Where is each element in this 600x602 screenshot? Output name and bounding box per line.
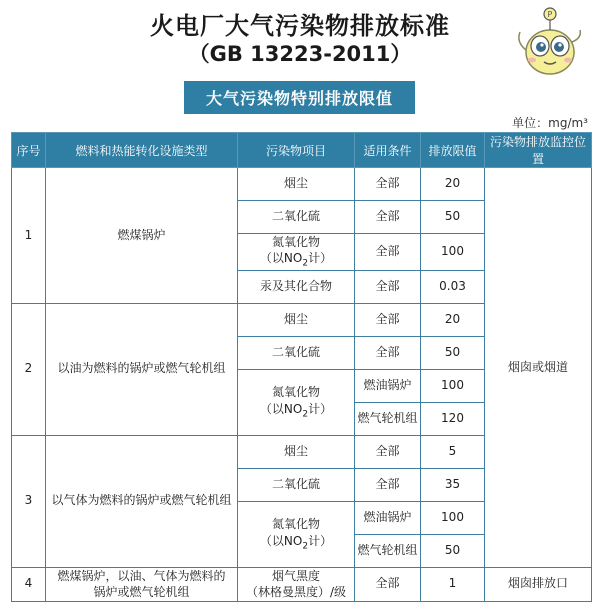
pollutant-line1: 氮氧化物 [271,235,320,249]
limit-value: 50 [421,534,485,567]
monitor-location: 烟囱或烟道 [485,168,592,568]
row-number: 1 [12,168,46,304]
pollutant-item: 二氧化硫 [238,336,355,369]
condition: 全部 [355,201,421,234]
pollutant-line2: （林格曼黑度）/级 [245,585,347,600]
row-number: 3 [12,435,46,567]
facility-line1: 燃煤锅炉，以油、气体为燃料的 [57,569,226,584]
pollutant-item [238,369,355,435]
limit-value: 100 [421,234,485,271]
pollutant-line1: 氮氧化物 [271,517,320,532]
table-row [12,168,592,201]
pollutant-item [238,567,355,601]
limit-value: 50 [421,336,485,369]
pollutant-line2-a: （以NO [259,251,303,266]
limit-value: 20 [421,168,485,201]
unit-label: 单位：mg/m³ [512,116,588,130]
header-monitor: 污染物排放监控位置 [485,133,592,168]
facility-type: 以油为燃料的锅炉或燃气轮机组 [46,303,238,435]
subscript: 2 [302,540,309,551]
cartoon-fish-mascot-icon [510,2,586,82]
condition: 全部 [355,168,421,201]
pollutant-item: 烟尘 [238,435,355,468]
pollutant-item [238,234,355,271]
limit-value: 1 [421,567,485,601]
pollutant-item: 烟尘 [238,303,355,336]
pollutant-item: 汞及其化合物 [238,270,355,303]
condition: 全部 [355,567,421,601]
limit-value: 5 [421,435,485,468]
condition: 燃油锅炉 [355,501,421,534]
row-number: 2 [12,303,46,435]
condition: 全部 [355,234,421,271]
header-condition: 适用条件 [355,133,421,168]
condition: 全部 [355,435,421,468]
limit-value: 20 [421,303,485,336]
condition: 燃油锅炉 [355,369,421,402]
condition: 全部 [355,270,421,303]
section-banner: 大气污染物特别排放限值 [184,81,415,114]
pollutant-line2-b: 计） [308,533,333,548]
table-row [12,567,592,601]
limit-value: 50 [421,201,485,234]
limit-value: 35 [421,468,485,501]
pollutant-item [238,501,355,567]
facility-type [46,567,238,601]
pollutant-item: 二氧化硫 [238,468,355,501]
pollutant-item: 烟尘 [238,168,355,201]
limit-value: 0.03 [421,270,485,303]
limit-value: 100 [421,369,485,402]
condition: 全部 [355,336,421,369]
standard-code: （GB 13223-2011） [188,42,412,66]
header-pollutant: 污染物项目 [238,133,355,168]
subscript: 2 [302,258,309,269]
pollutant-line1: 烟气黑度 [271,569,320,584]
subscript: 2 [302,408,309,419]
facility-type: 燃煤锅炉 [46,168,238,304]
row-number: 4 [12,567,46,601]
pollutant-item: 二氧化硫 [238,201,355,234]
pollutant-line2-b: 计） [308,401,333,416]
limit-value: 120 [421,402,485,435]
condition: 燃气轮机组 [355,402,421,435]
limit-value: 100 [421,501,485,534]
emission-limits-table [11,132,592,602]
header-limit: 排放限值 [421,133,485,168]
pollutant-line2-b: 计） [308,251,333,266]
pollutant-line2-a: （以NO [259,533,303,548]
svg-text:P: P [547,10,553,19]
header-facility: 燃料和热能转化设施类型 [46,133,238,168]
facility-type: 以气体为燃料的锅炉或燃气轮机组 [46,435,238,567]
facility-line2: 锅炉或燃气轮机组 [93,585,190,600]
condition: 燃气轮机组 [355,534,421,567]
condition: 全部 [355,468,421,501]
condition: 全部 [355,303,421,336]
monitor-location: 烟囱排放口 [485,567,592,601]
page-title: 火电厂大气污染物排放标准 [150,12,450,40]
pollutant-line2-a: （以NO [259,401,303,416]
pollutant-line1: 氮氧化物 [271,385,320,400]
header-no: 序号 [12,133,46,168]
table-header-row [12,133,592,168]
